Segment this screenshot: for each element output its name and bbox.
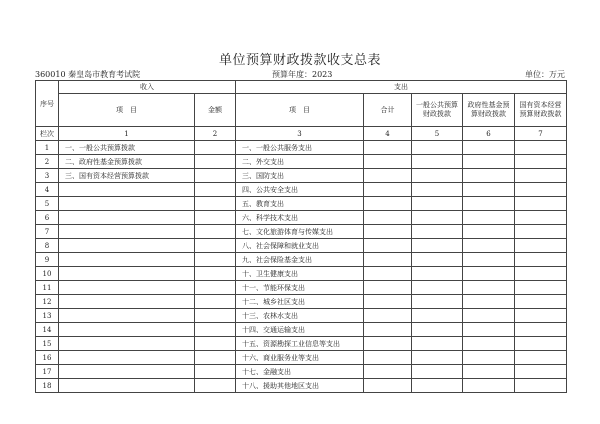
col-number: 7 [515,127,567,141]
header-gov-fund: 政府性基金预算财政拨款 [463,94,515,127]
income-item [59,211,195,225]
expense-item: 十五、资源勘探工业信息等支出 [236,337,364,351]
gov-fund-amount [463,211,515,225]
row-number: 12 [36,295,59,309]
gov-fund-amount [463,155,515,169]
state-capital-amount [515,337,567,351]
expense-total [364,295,412,309]
income-amount [195,267,236,281]
expense-total [364,281,412,295]
gov-fund-amount [463,141,515,155]
expense-item: 十三、农林水支出 [236,309,364,323]
general-budget-amount [412,351,463,365]
income-item [59,281,195,295]
gov-fund-amount [463,239,515,253]
expense-item: 十二、城乡社区支出 [236,295,364,309]
expense-item: 十四、交通运输支出 [236,323,364,337]
state-capital-amount [515,169,567,183]
expense-total [364,379,412,393]
header-seq: 序号 [36,81,59,127]
header-total: 合计 [364,94,412,127]
expense-total [364,141,412,155]
col-number: 2 [195,127,236,141]
table-row [36,379,567,393]
general-budget-amount [412,183,463,197]
row-number: 16 [36,351,59,365]
gov-fund-amount [463,197,515,211]
state-capital-amount [515,323,567,337]
general-budget-amount [412,253,463,267]
table-row [36,323,567,337]
income-item [59,365,195,379]
general-budget-amount [412,365,463,379]
table-row [36,337,567,351]
row-number: 3 [36,169,59,183]
income-amount [195,239,236,253]
expense-item: 十八、援助其他地区支出 [236,379,364,393]
income-amount [195,225,236,239]
general-budget-amount [412,155,463,169]
gov-fund-amount [463,183,515,197]
general-budget-amount [412,281,463,295]
general-budget-amount [412,337,463,351]
expense-total [364,239,412,253]
col-number: 3 [236,127,364,141]
state-capital-amount [515,141,567,155]
state-capital-amount [515,309,567,323]
general-budget-amount [412,295,463,309]
row-number: 18 [36,379,59,393]
budget-year: 预算年度：2023 [272,70,333,79]
row-number: 17 [36,365,59,379]
expense-total [364,211,412,225]
row-number: 8 [36,239,59,253]
state-capital-amount [515,351,567,365]
income-amount [195,197,236,211]
col-number: 4 [364,127,412,141]
row-number: 9 [36,253,59,267]
income-amount [195,295,236,309]
income-amount [195,281,236,295]
gov-fund-amount [463,337,515,351]
gov-fund-amount [463,309,515,323]
income-item [59,197,195,211]
gov-fund-amount [463,281,515,295]
row-number: 13 [36,309,59,323]
col-number: 1 [59,127,195,141]
table-row [36,365,567,379]
unit-label: 单位：万元 [525,70,565,79]
page-title: 单位预算财政拨款收支总表 [218,53,381,68]
income-item [59,295,195,309]
header-income: 收入 [59,81,236,94]
general-budget-amount [412,239,463,253]
income-amount [195,211,236,225]
state-capital-amount [515,281,567,295]
expense-item: 四、公共安全支出 [236,183,364,197]
state-capital-amount [515,225,567,239]
income-amount [195,365,236,379]
general-budget-amount [412,323,463,337]
income-amount [195,379,236,393]
expense-total [364,337,412,351]
table-row [36,155,567,169]
header-general-budget: 一般公共预算财政拨款 [412,94,463,127]
expense-total [364,351,412,365]
expense-item: 五、教育支出 [236,197,364,211]
state-capital-amount [515,379,567,393]
expense-item: 十六、商业服务业等支出 [236,351,364,365]
state-capital-amount [515,295,567,309]
expense-total [364,253,412,267]
expense-item: 七、文化旅游体育与传媒支出 [236,225,364,239]
expense-item: 十一、节能环保支出 [236,281,364,295]
table-row [36,141,567,155]
expense-item: 二、外交支出 [236,155,364,169]
state-capital-amount [515,239,567,253]
state-capital-amount [515,211,567,225]
table-row [36,295,567,309]
expense-item: 八、社会保障和就业支出 [236,239,364,253]
expense-total [364,169,412,183]
expense-total [364,267,412,281]
row-number: 15 [36,337,59,351]
row-number: 11 [36,281,59,295]
table-row [36,197,567,211]
income-item [59,323,195,337]
table-row [36,239,567,253]
gov-fund-amount [463,169,515,183]
general-budget-amount [412,309,463,323]
general-budget-amount [412,211,463,225]
table-row [36,267,567,281]
state-capital-amount [515,183,567,197]
gov-fund-amount [463,253,515,267]
income-item: 二、政府性基金预算拨款 [59,155,195,169]
row-number: 1 [36,141,59,155]
income-amount [195,337,236,351]
income-item [59,225,195,239]
general-budget-amount [412,379,463,393]
table-row [36,253,567,267]
income-amount [195,169,236,183]
state-capital-amount [515,365,567,379]
expense-total [364,309,412,323]
table-row [36,309,567,323]
income-item [59,267,195,281]
header-expense: 支出 [236,81,567,94]
table-row [36,183,567,197]
state-capital-amount [515,267,567,281]
expense-item: 九、社会保险基金支出 [236,253,364,267]
income-item [59,239,195,253]
income-item [59,253,195,267]
gov-fund-amount [463,295,515,309]
income-amount [195,155,236,169]
expense-item: 一、一般公共服务支出 [236,141,364,155]
header-income-item: 项 目 [59,94,195,127]
income-item [59,351,195,365]
income-item: 三、国有资本经营预算拨款 [59,169,195,183]
income-item [59,337,195,351]
expense-total [364,323,412,337]
expense-item: 六、科学技术支出 [236,211,364,225]
header-expense-item: 项 目 [236,94,364,127]
table-row [36,169,567,183]
income-amount [195,309,236,323]
table-row [36,351,567,365]
state-capital-amount [515,253,567,267]
income-amount [195,253,236,267]
general-budget-amount [412,267,463,281]
row-number: 7 [36,225,59,239]
income-item [59,309,195,323]
general-budget-amount [412,141,463,155]
row-number: 4 [36,183,59,197]
gov-fund-amount [463,351,515,365]
header-amount: 金额 [195,94,236,127]
col-number: 5 [412,127,463,141]
row-number: 14 [36,323,59,337]
expense-total [364,225,412,239]
income-amount [195,351,236,365]
expense-total [364,183,412,197]
row-number: 6 [36,211,59,225]
general-budget-amount [412,169,463,183]
gov-fund-amount [463,323,515,337]
row-number: 5 [36,197,59,211]
state-capital-amount [515,155,567,169]
income-item [59,183,195,197]
gov-fund-amount [463,365,515,379]
income-amount [195,183,236,197]
row-number: 10 [36,267,59,281]
table-row [36,281,567,295]
expense-total [364,155,412,169]
income-item [59,379,195,393]
gov-fund-amount [463,379,515,393]
gov-fund-amount [463,267,515,281]
col-index-label: 栏次 [36,127,59,141]
general-budget-amount [412,225,463,239]
general-budget-amount [412,197,463,211]
row-number: 2 [36,155,59,169]
gov-fund-amount [463,225,515,239]
table-row [36,211,567,225]
income-amount [195,141,236,155]
expense-total [364,365,412,379]
budget-table [35,80,567,393]
expense-item: 三、国防支出 [236,169,364,183]
income-item: 一、一般公共预算拨款 [59,141,195,155]
expense-item: 十、卫生健康支出 [236,267,364,281]
expense-item: 十七、金融支出 [236,365,364,379]
unit-name: 360010 秦皇岛市教育考试院 [35,70,141,79]
col-number: 6 [463,127,515,141]
income-amount [195,323,236,337]
expense-total [364,197,412,211]
header-state-capital: 国有资本经营预算财政拨款 [515,94,567,127]
table-row [36,225,567,239]
state-capital-amount [515,197,567,211]
